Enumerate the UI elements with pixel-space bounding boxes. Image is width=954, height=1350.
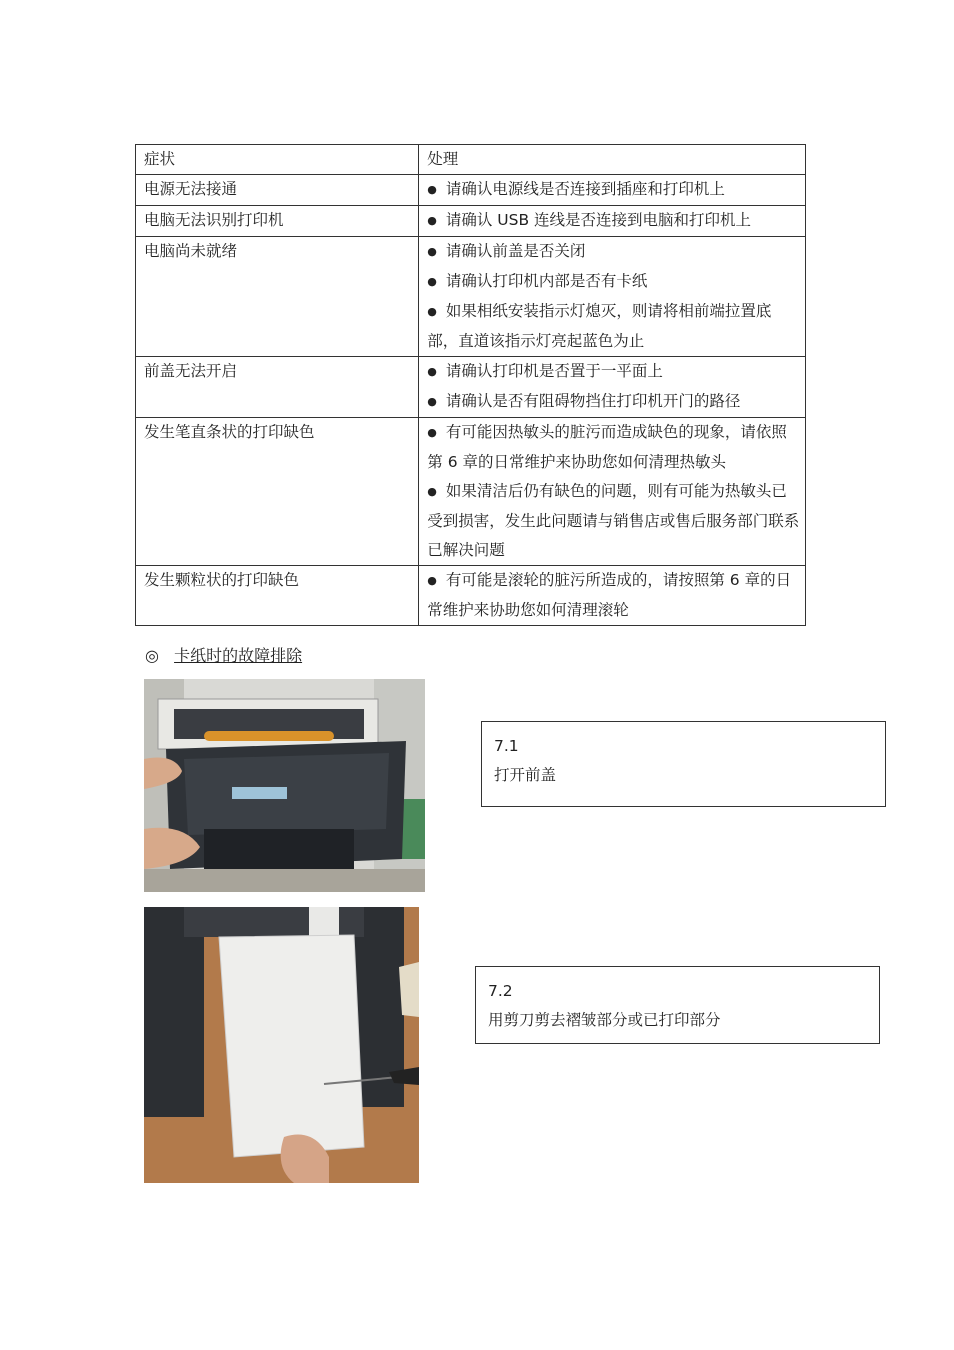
action-cell <box>419 175 806 206</box>
step-description: 用剪刀剪去褶皱部分或已打印部分 <box>488 1011 721 1029</box>
action-cell <box>419 237 806 357</box>
troubleshooting-table <box>135 144 806 626</box>
symptom-cell: 电源无法接通 <box>136 175 419 206</box>
action-cell <box>419 566 806 626</box>
symptom-cell: 电脑无法识别打印机 <box>136 206 419 237</box>
action-item: ● 请确认是否有阻碍物挡住打印机开门的路径 <box>427 387 801 417</box>
table-header-row <box>136 145 806 175</box>
symptom-cell: 发生颗粒状的打印缺色 <box>136 566 419 626</box>
section-title-text: 卡纸时的故障排除 <box>174 646 303 665</box>
step-callout-7-1 <box>481 721 886 807</box>
header-symptom: 症状 <box>136 145 419 175</box>
action-cell <box>419 206 806 237</box>
symptom-cell: 电脑尚未就绪 <box>136 237 419 357</box>
circle-mark-icon: ◎ <box>145 646 159 665</box>
step-number: 7.2 <box>488 982 513 1000</box>
action-item: ● 请确认打印机是否置于一平面上 <box>427 357 801 387</box>
header-action: 处理 <box>419 145 806 175</box>
photo-cut-paper <box>144 907 419 1183</box>
step-number: 7.1 <box>494 737 519 755</box>
action-item: ● 请确认 USB 连线是否连接到电脑和打印机上 <box>427 206 801 236</box>
photo-open-front-cover <box>144 679 425 892</box>
action-item: ● 如果相纸安装指示灯熄灭，则请将相前端拉置底部，直道该指示灯亮起蓝色为止 <box>427 297 801 356</box>
table-row <box>136 206 806 237</box>
action-item: ● 请确认前盖是否关闭 <box>427 237 801 267</box>
symptom-cell: 前盖无法开启 <box>136 357 419 418</box>
step-description: 打开前盖 <box>494 766 557 784</box>
action-cell <box>419 418 806 566</box>
symptom-cell: 发生笔直条状的打印缺色 <box>136 418 419 566</box>
action-item: ● 有可能是滚轮的脏污所造成的，请按照第 6 章的日常维护来协助您如何清理滚轮 <box>427 566 801 625</box>
table-row <box>136 175 806 206</box>
cut-paper-illustration <box>144 907 419 1183</box>
printer-open-illustration <box>144 679 425 892</box>
step-callout-7-2 <box>475 966 880 1044</box>
action-item: ● 请确认电源线是否连接到插座和打印机上 <box>427 175 801 205</box>
table-row <box>136 418 806 566</box>
table-row <box>136 566 806 626</box>
section-heading <box>145 645 302 667</box>
action-cell <box>419 357 806 418</box>
table-row <box>136 237 806 357</box>
action-item: ● 有可能因热敏头的脏污而造成缺色的现象，请依照第 6 章的日常维护来协助您如何清理热敏头 <box>427 418 801 477</box>
action-item: ● 如果清洁后仍有缺色的问题，则有可能为热敏头已受到损害，发生此问题请与销售店或售后服务部门联系已解决问题 <box>427 477 801 565</box>
table-row <box>136 357 806 418</box>
action-item: ● 请确认打印机内部是否有卡纸 <box>427 267 801 297</box>
